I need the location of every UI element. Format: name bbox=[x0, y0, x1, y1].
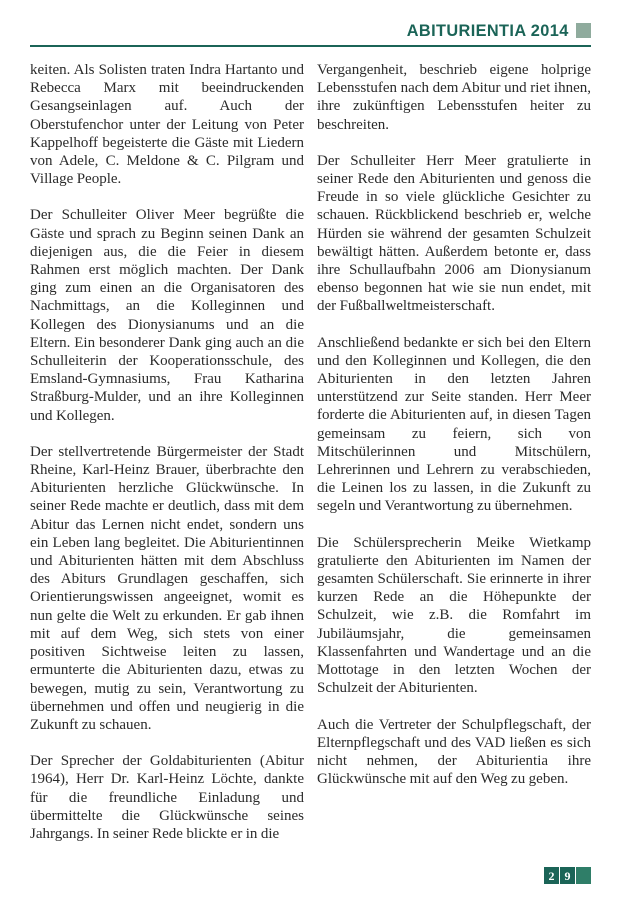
paragraph: Vergangenheit, beschrieb eigene holprige Lebensstufen nach dem Abitur und riet ihnen, ihre zukünftigen Lebensstufen heiter zu beschreiten. bbox=[317, 62, 591, 133]
header-rule bbox=[30, 45, 591, 47]
page-footer bbox=[544, 867, 591, 884]
paragraph: Der Schulleiter Oliver Meer begrüßte die Gäste und sprach zu Beginn seinen Dank an diejenigen aus, die die Feier in diesem Rahmen erst möglich machten. Der Dank ging zum einen an die Organisatoren des Nachmittags, an die Kolleginnen und Kollegen des Dionysianums und an die Eltern. Ein besonderer Dank ging auch an die Schulleiterin der Kooperationsschule, des Emsland-Gymnasiums, Frau Katharina Straßburg-Mulder, und an ihre Kolleginnen und Kollegen. bbox=[30, 207, 304, 424]
paragraph: Der Schulleiter Herr Meer gratulierte in seiner Rede den Abiturienten und genoss die Freude in so viele glückliche Gesichter zu schauen. Rückblickend beschrieb er, welche Hürden sie während der gesamten Schulzeit bewältigt hätten. Außerdem betonte er, dass ihre Schullaufbahn 2006 am Dionysianum ebenso begonnen hat wie sie nun endet, mit der Fußballweltmeisterschaft. bbox=[317, 152, 591, 315]
paragraph: Auch die Vertreter der Schulpflegschaft, der Elternpflegschaft und des VAD ließen es sich nicht nehmen, der Abiturientia ihre Glückwünsche mit auf den Weg zu geben. bbox=[317, 716, 591, 788]
paragraph: keiten. Als Solisten traten Indra Hartanto und Rebecca Marx mit beeindruckenden Gesangseinlagen auf. Auch der Oberstufenchor unter der Leitung von Peter Kappelhoff begeisterte die Gäste mit Liedern von Adele, C. Meldone & C. Pilgram und Village People. bbox=[30, 62, 304, 188]
page-number-right: 9 bbox=[560, 867, 575, 884]
page-number-left: 2 bbox=[544, 867, 559, 884]
text-column-left bbox=[30, 61, 304, 883]
paragraph: Die Schülersprecherin Meike Wietkamp gratulierte den Abiturienten im Namen der gesamten Schülerschaft. Sie erinnerte in ihrer kurzen Rede an die Höhepunkte der Schulzeit, wie z.B. die Romfahrt im Jubiläumsjahr, die gemeinsamen Klassenfahrten und Wandertage und an die Mottotage in den letzten Wochen der Schulzeit der Abiturienten. bbox=[317, 534, 591, 697]
header-accent-square bbox=[576, 23, 591, 38]
page-header bbox=[30, 22, 591, 47]
footer-accent-square bbox=[576, 867, 591, 884]
header-row bbox=[30, 22, 591, 39]
text-column-right bbox=[317, 61, 591, 883]
paragraph: Der stellvertretende Bürgermeister der Stadt Rheine, Karl-Heinz Brauer, überbrachte den Abiturienten herzliche Glückwünsche. In seiner Rede machte er deutlich, dass mit dem Abitur das Lernen nicht endet, sondern uns ein Leben lang begleitet. Die Abiturientinnen und Abiturienten hätten mit dem Abschluss des Abiturs Grundlagen geschaffen, sich Orientierungswissen angeeignet, womit es nun gelte die Welt zu erkunden. Er gab ihnen mit auf dem Weg, sich stets von einer positiven Sichtweise leiten zu lassen, ermunterte die Abiturienten dazu, etwas zu bewegen, mutig zu sein, Verantwortung zu übernehmen und offen und neugierig in die Zukunft zu schauen. bbox=[30, 443, 304, 733]
paragraph: Anschließend bedankte er sich bei den Eltern und den Kolleginnen und Kollegen, die den Abiturienten in den letzten Jahren unterstützend zur Seite standen. Herr Meer forderte die Abiturienten auf, in diesen Tagen gemeinsam zu feiern, sich von Mitschülerinnen und Mitschülern, Lehrerinnen und Lehrern zu verabschieden, die Leinen los zu lassen, in die Zukunft zu segeln und Verantwortung zu übernehmen. bbox=[317, 334, 591, 515]
paragraph: Der Sprecher der Goldabiturienten (Abitur 1964), Herr Dr. Karl-Heinz Löchte, dankte für die freundliche Einladung und übermittelte die Glückwünsche seines Jahrgangs. In seiner Rede blickte er in die bbox=[30, 753, 304, 842]
article-body bbox=[30, 61, 591, 883]
header-title: ABITURIENTIA 2014 bbox=[407, 21, 569, 40]
